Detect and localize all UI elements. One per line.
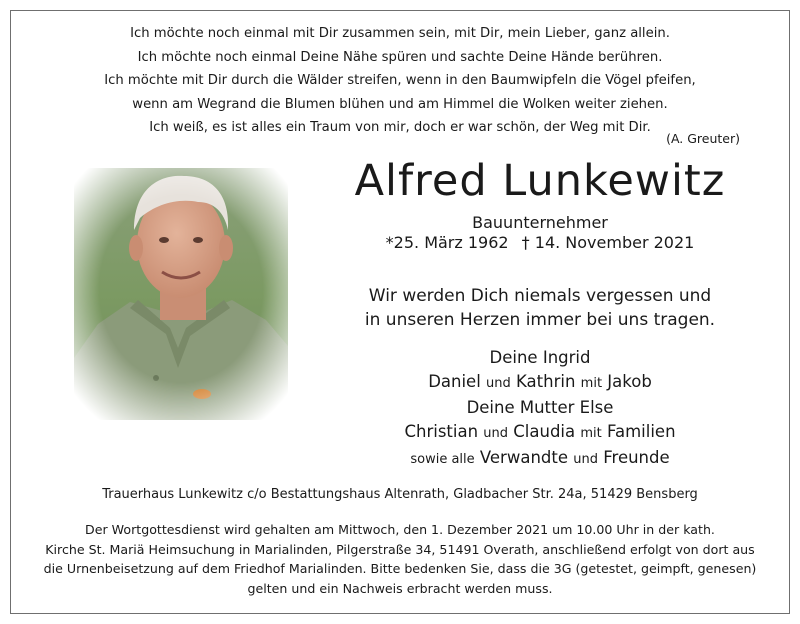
mourner-line	[300, 370, 780, 396]
conjunction: sowie alle	[410, 452, 475, 467]
memorial-quote	[300, 284, 780, 332]
poem-line: Ich weiß, es ist alles ein Traum von mir, doch er war schön, der Weg mit Dir.	[149, 120, 651, 135]
conjunction: und	[486, 376, 511, 391]
deceased-name: Alfred Lunkewitz	[354, 156, 726, 206]
poem-line: Ich möchte noch einmal mit Dir zusammen sein, mit Dir, mein Lieber, ganz allein.	[130, 26, 670, 41]
poem-line: wenn am Wegrand die Blumen blühen und am Himmel die Wolken weiter ziehen.	[132, 96, 668, 112]
life-dates	[300, 233, 780, 252]
conjunction: und	[573, 452, 598, 467]
poem-author: (A. Greuter)	[666, 131, 740, 146]
mourner-name: Christian	[404, 422, 479, 441]
conjunction: und	[483, 426, 509, 441]
trauerhaus-address: Trauerhaus Lunkewitz c/o Bestattungshaus Altenrath, Gladbacher Str. 24a, 51429 Bensberg	[102, 487, 698, 502]
conjunction: mit	[580, 426, 602, 441]
quote-line: Wir werden Dich niemals vergessen und	[368, 286, 712, 306]
service-line: die Urnenbeisetzung auf dem Friedhof Marialinden. Bitte bedenken Sie, dass die 3G (getestet, geimpft, genesen)	[43, 561, 757, 577]
mourner-line: Deine Mutter Else	[466, 398, 614, 417]
service-line: Kirche St. Mariä Heimsuchung in Marialinden, Pilgerstraße 34, 51491 Overath, anschließend erfolgt von dort aus	[45, 541, 755, 557]
conjunction: mit	[580, 376, 603, 391]
mourner-line: Deine Ingrid	[489, 348, 591, 367]
service-line: gelten und ein Nachweis erbracht werden muss.	[247, 580, 553, 596]
mourner-line	[300, 446, 780, 472]
mourners-list	[300, 346, 780, 472]
mourner-name: Freunde	[603, 448, 670, 467]
poem-line: Ich möchte mit Dir durch die Wälder streifen, wenn in den Baumwipfeln die Vögel pfeifen,	[104, 73, 696, 88]
mourner-name: Familien	[607, 422, 676, 441]
mourner-name: Verwandte	[479, 448, 568, 467]
birth-date: *25. März 1962	[385, 233, 509, 252]
deceased-profession: Bauunternehmer	[472, 213, 608, 232]
mourner-line	[300, 420, 780, 446]
mourner-name: Daniel	[428, 372, 481, 391]
mourner-name: Claudia	[513, 422, 576, 441]
portrait-photo	[74, 168, 288, 420]
quote-line: in unseren Herzen immer bei uns tragen.	[364, 310, 716, 330]
mourner-name: Kathrin	[516, 372, 576, 391]
service-info	[20, 520, 780, 598]
poem-line: Ich möchte noch einmal Deine Nähe spüren und sachte Deine Hände berühren.	[137, 49, 663, 65]
death-date: † 14. November 2021	[521, 233, 695, 252]
mourner-name: Jakob	[607, 372, 652, 391]
service-line: Der Wortgottesdienst wird gehalten am Mittwoch, den 1. Dezember 2021 um 10.00 Uhr in der kath.	[85, 522, 715, 537]
poem	[40, 22, 760, 140]
